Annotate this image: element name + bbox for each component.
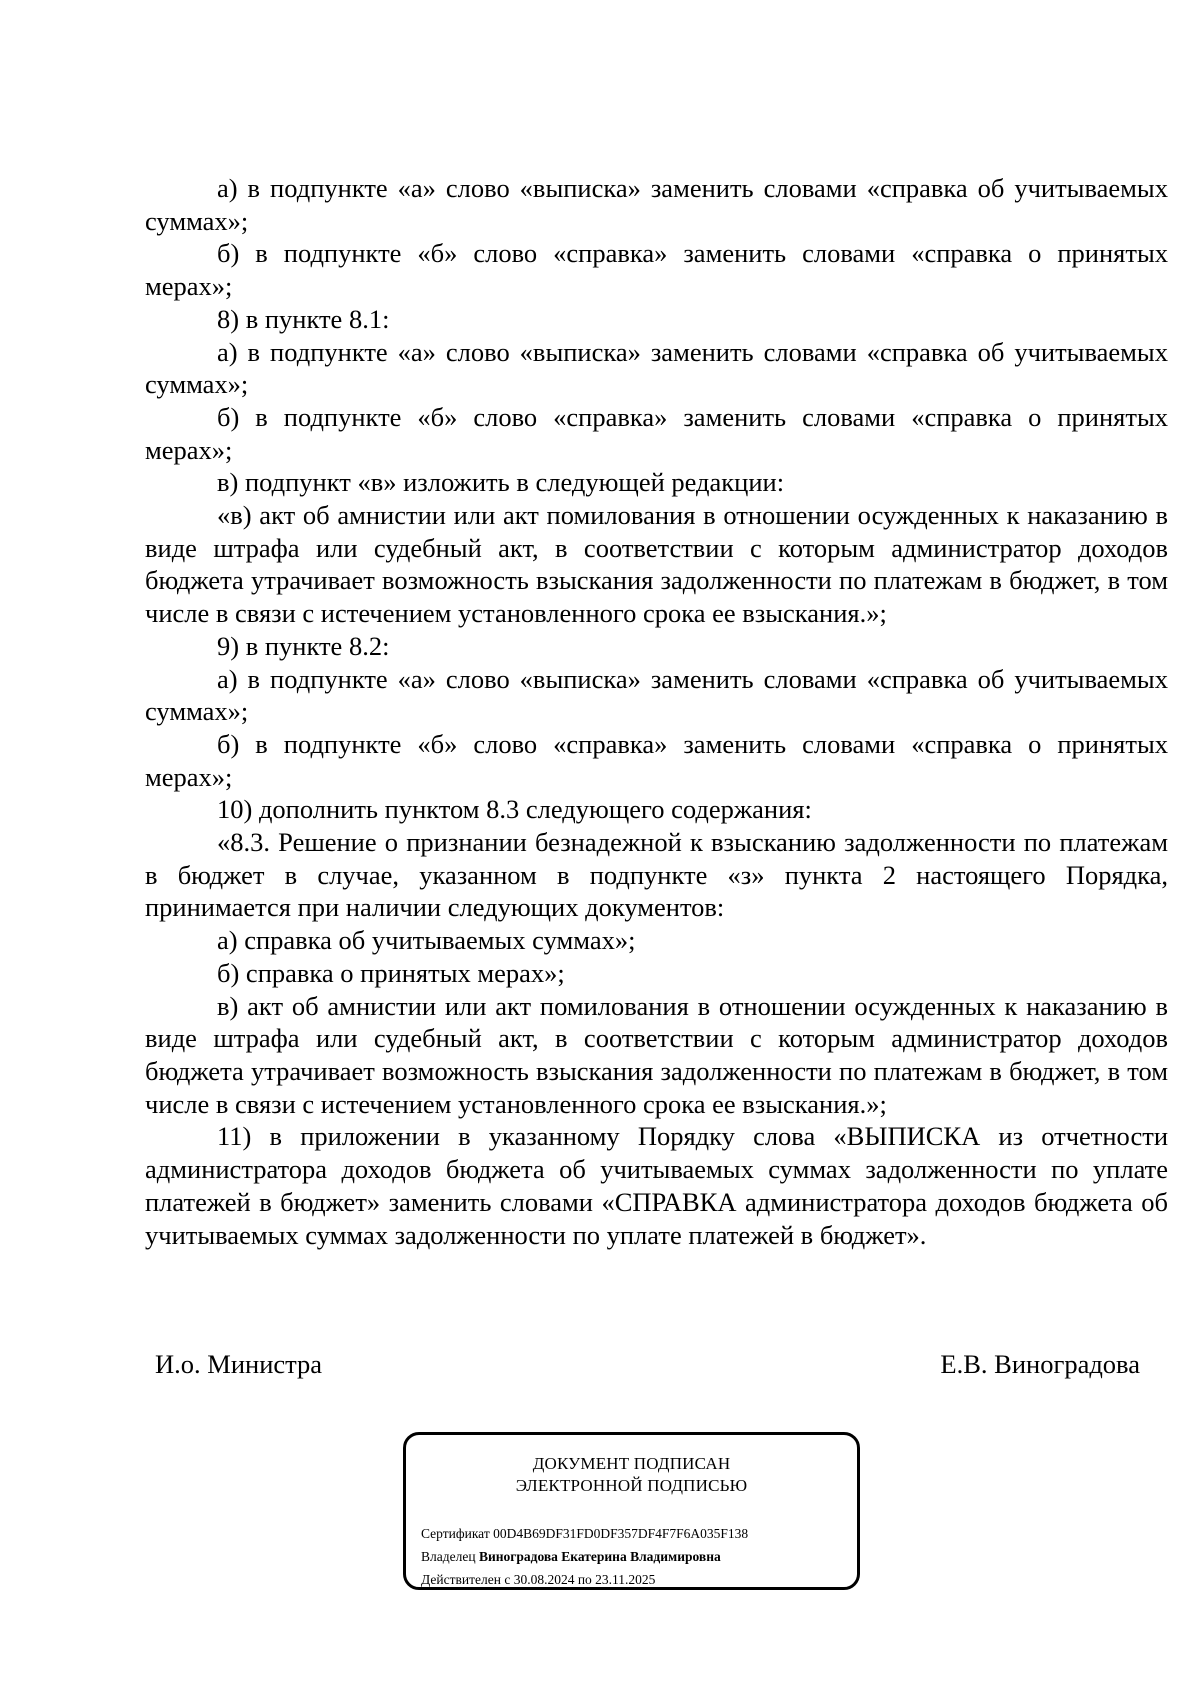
- stamp-details: [421, 1522, 748, 1591]
- certificate-label: Сертификат: [421, 1526, 490, 1541]
- paragraph: а) в подпункте «а» слово «выписка» заменить словами «справка об учитываемых суммах»;: [145, 173, 1168, 236]
- electronic-signature-stamp: [403, 1432, 860, 1590]
- paragraph: б) в подпункте «б» слово «справка» заменить словами «справка о принятых мерах»;: [145, 238, 1168, 302]
- paragraph: «в) акт об амнистии или акт помилования в отношении осужденных к наказанию в виде штрафа или судебный акт, в соответствии с которым администратор доходов бюджета утрачивает возможность взыскания задолженности по платежам в бюджет, в том числе в связи с истечением установленного срока ее взыскания.»;: [145, 500, 1168, 629]
- stamp-owner-line: [421, 1545, 748, 1568]
- paragraph: а) справка об учитываемых суммах»;: [217, 925, 636, 956]
- paragraph: б) в подпункте «б» слово «справка» заменить словами «справка о принятых мерах»;: [145, 401, 1168, 465]
- paragraph: б) в подпункте «б» слово «справка» заменить словами «справка о принятых мерах»;: [145, 728, 1168, 792]
- stamp-heading-line: ДОКУМЕНТ ПОДПИСАН: [532, 1454, 731, 1473]
- stamp-heading: [406, 1453, 857, 1497]
- valid-label: Действителен: [421, 1572, 501, 1587]
- owner-label: Владелец: [421, 1549, 476, 1564]
- valid-from-label: с: [504, 1572, 511, 1587]
- paragraph: б) справка о принятых мерах»;: [217, 957, 565, 988]
- signature-block: [155, 1348, 1140, 1380]
- certificate-value: 00D4B69DF31FD0DF357DF4F7F6A035F138: [493, 1526, 749, 1541]
- stamp-heading-line: ЭЛЕКТРОННОЙ ПОДПИСЬЮ: [515, 1476, 748, 1495]
- paragraph: в) подпункт «в» изложить в следующей редакции:: [217, 467, 785, 498]
- paragraph: а) в подпункте «а» слово «выписка» заменить словами «справка об учитываемых суммах»;: [145, 663, 1168, 727]
- document-body: [145, 172, 1168, 1251]
- paragraph: 8) в пункте 8.1:: [217, 303, 390, 334]
- stamp-certificate-line: [421, 1522, 748, 1545]
- valid-from-date: 30.08.2024: [513, 1572, 575, 1587]
- paragraph: 9) в пункте 8.2:: [217, 630, 390, 661]
- signer-position: И.о. Министра: [155, 1349, 323, 1379]
- paragraph: 11) в приложении в указанному Порядку слова «ВЫПИСКА из отчетности администратора доходов бюджета об учитываемых суммах задолженности по уплате платежей в бюджет» заменить словами «СПРАВКА администратора доходов бюджета об учитываемых суммах задолженности по уплате платежей в бюджет».: [145, 1121, 1168, 1250]
- owner-value: Виноградова Екатерина Владимировна: [478, 1549, 721, 1564]
- paragraph: 10) дополнить пунктом 8.3 следующего содержания:: [217, 794, 812, 825]
- valid-to-date: 23.11.2025: [595, 1572, 656, 1587]
- stamp-validity-line: [421, 1568, 748, 1591]
- paragraph: «8.3. Решение о признании безнадежной к взысканию задолженности по платежам в бюджет в случае, указанном в подпункте «з» пункта 2 настоящего Порядка, принимается при наличии следующих документов:: [145, 827, 1168, 923]
- signer-name: Е.В. Виноградова: [940, 1349, 1140, 1379]
- paragraph: а) в подпункте «а» слово «выписка» заменить словами «справка об учитываемых суммах»;: [145, 336, 1168, 400]
- valid-to-label: по: [577, 1572, 592, 1587]
- paragraph: в) акт об амнистии или акт помилования в отношении осужденных к наказанию в виде штрафа или судебный акт, в соответствии с которым администратор доходов бюджета утрачивает возможность взыскания задолженности по платежам в бюджет, в том числе в связи с истечением установленного срока ее взыскания.»;: [145, 990, 1168, 1119]
